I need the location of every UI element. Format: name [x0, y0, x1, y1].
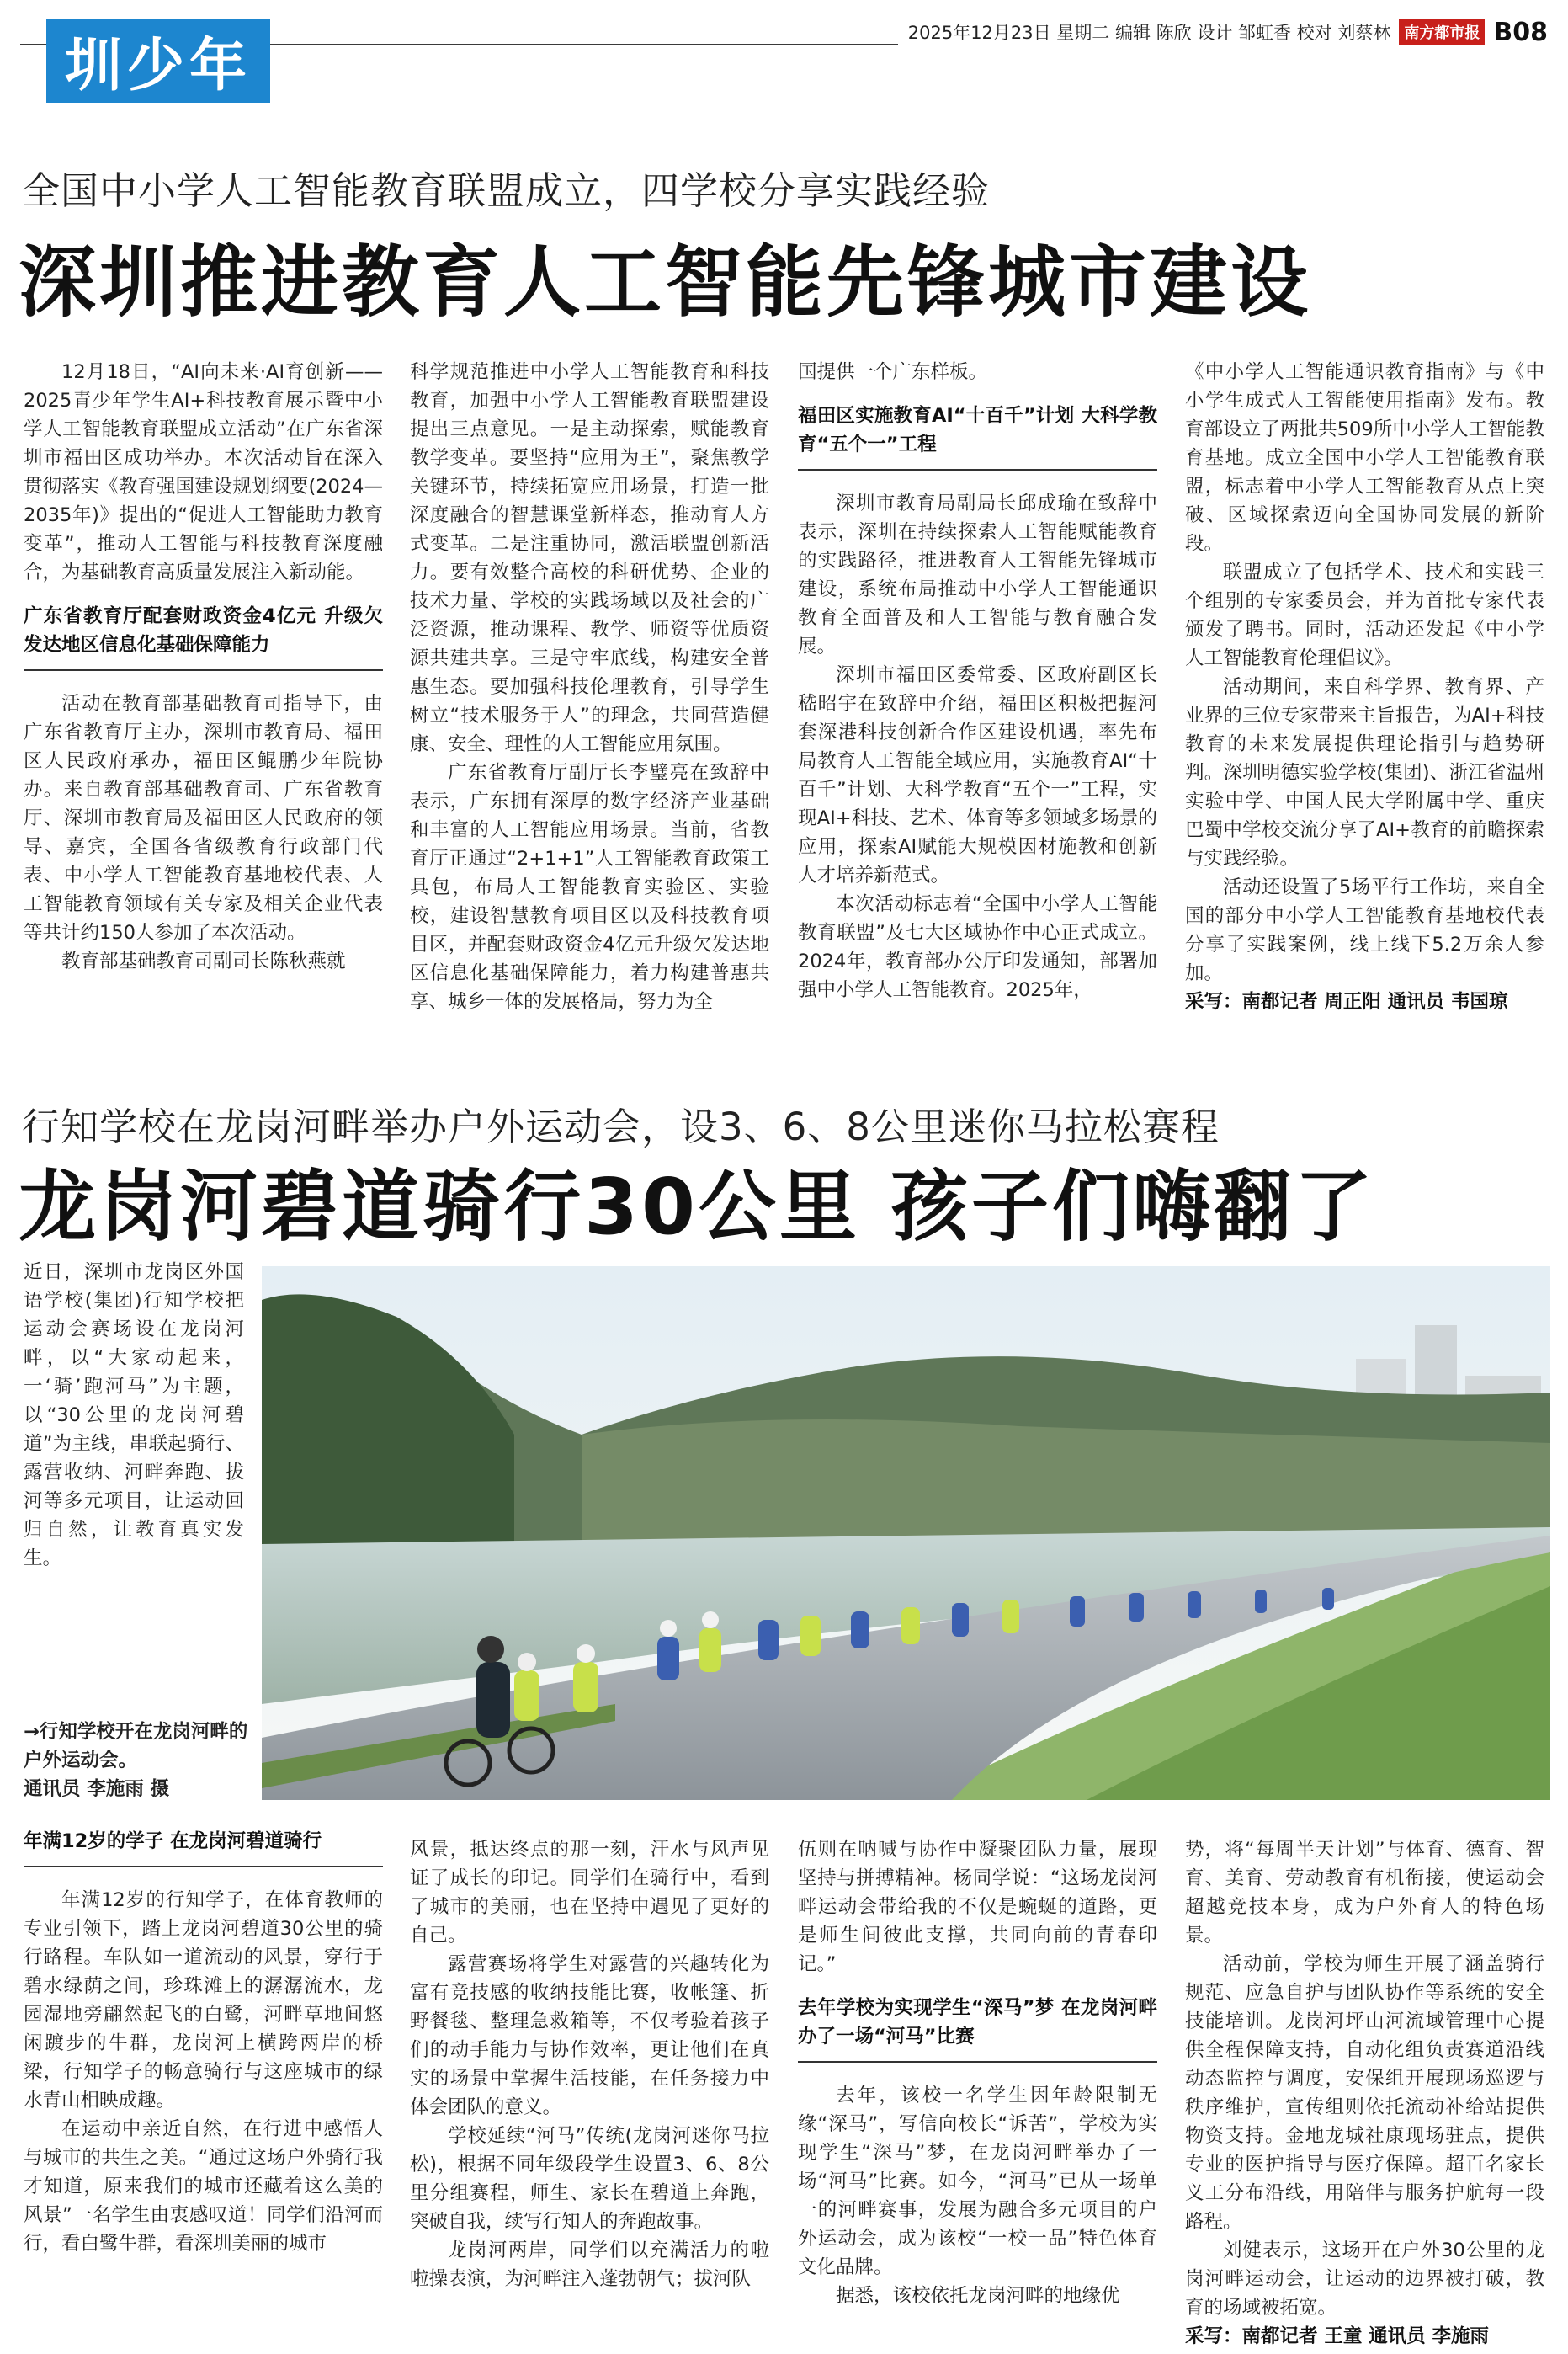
paragraph: 势，将“每周半天计划”与体育、德育、智育、美育、劳动教育有机衔接，使运动会超越竞技本身，成为户外育人的特色场景。: [1185, 1839, 1544, 1947]
photo-caption: [24, 1718, 251, 1803]
paragraph: 露营赛场将学生对露营的兴趣转化为富有竞技感的收纳技能比赛，收帐篷、折野餐毯、整理急救箱等，不仅考验着孩子们的动手能力与协作效率，更让他们在真实的场景中掌握生活技能，在任务接力中体会团队的意义。: [410, 1953, 769, 2118]
caption-text: →行知学校开在龙岗河畔的户外运动会。: [24, 1721, 248, 1771]
masthead-info: [898, 15, 1548, 49]
paragraph: 活动前，学校为师生开展了涵盖骑行规范、应急自护与团队协作等系统的安全技能培训。龙岗河坪山河流域管理中心提供全程保障支持，自动化组负责赛道沿线动态监控与调度，安保组开展现场巡逻与秩序维护，宣传组则依托流动补给站提供物资支持。金地龙城社康现场驻点，提供专业的医护指导与医疗保障。超百名家长义工分布沿线，用陪伴与服务护航每一段路程。: [1185, 1953, 1544, 2233]
paragraph: 刘健表示，这场开在户外30公里的龙岗河畔运动会，让运动的边界被打破，教育的场域被拓宽。: [1185, 2239, 1544, 2319]
article2-column-2: [410, 1835, 769, 2293]
paragraph: 教育部基础教育司副司长陈秋燕就: [61, 951, 346, 972]
section-logo: 圳少年: [46, 19, 270, 103]
subheading: 去年学校为实现学生“深马”梦 在龙岗河畔办了一场“河马”比赛: [798, 1994, 1157, 2063]
paragraph: 国提供一个广东样板。: [798, 361, 988, 383]
paragraph: 伍则在呐喊与协作中凝聚团队力量，展现坚持与拼搏精神。杨同学说：“这场龙岗河畔运动会带给我的不仅是蜿蜒的道路，更是师生间彼此支撑，共同向前的青春印记。”: [798, 1839, 1157, 1975]
page-number: B08: [1493, 17, 1548, 47]
paragraph: 科学规范推进中小学人工智能教育和科技教育，加强中小学人工智能教育联盟建设提出三点意见。一是主动探索，赋能教育教学变革。要坚持“应用为王”，聚焦教学关键环节，持续拓宽应用场景，打造一批深度融合的智慧课堂新样态，推动育人方式变革。二是注重协同，激活联盟创新活力。要有效整合高校的科研优势、企业的技术力量、学校的实践场域以及社会的广泛资源，推动课程、教学、师资等优质资源共建共享。三是守牢底线，构建安全普惠生态。要加强科技伦理教育，引导学生树立“技术服务于人”的理念，共同营造健康、安全、理性的人工智能应用氛围。: [410, 361, 769, 755]
article1-column-3: [798, 358, 1157, 1004]
article2-kicker: 行知学校在龙岗河畔举办户外运动会，设3、6、8公里迷你马拉松赛程: [22, 1105, 1220, 1149]
paragraph: 去年，该校一名学生因年龄限制无缘“深马”，写信向校长“诉苦”，学校为实现学生“深马”梦，在龙岗河畔举办了一场“河马”比赛。如今，“河马”已从一场单一的河畔赛事，发展为融合多元项目的户外运动会，成为该校“一校一品”特色体育文化品牌。: [798, 2085, 1157, 2278]
article1-column-2: [410, 358, 769, 1016]
paragraph: 学校延续“河马”传统(龙岗河迷你马拉松)，根据不同年级段学生设置3、6、8公里分组赛程，师生、家长在碧道上奔跑，突破自我，续写行知人的奔跑故事。: [410, 2125, 769, 2233]
article2-headline: 龙岗河碧道骑行30公里 孩子们嗨翻了: [19, 1162, 1376, 1252]
subheading: 广东省教育厅配套财政资金4亿元 升级欠发达地区信息化基础保障能力: [24, 602, 383, 671]
paragraph: 龙岗河两岸，同学们以充满活力的啦啦操表演，为河畔注入蓬勃朝气；拔河队: [410, 2239, 769, 2290]
paragraph: 《中小学人工智能通识教育指南》与《中小学生成式人工智能使用指南》发布。教育部设立了两批共509所中小学人工智能教育基地。成立全国中小学人工智能教育联盟，标志着中小学人工智能教育从点上突破、区域探索迈向全国协同发展的新阶段。: [1185, 361, 1544, 555]
article1-column-1: [24, 358, 383, 976]
paragraph: 在运动中亲近自然，在行进中感悟人与城市的共生之美。“通过这场户外骑行我才知道，原来我们的城市还藏着这么美的风景”一名学生由衷感叹道！同学们沿河而行，看白鹭牛群，看深圳美丽的城市: [24, 2118, 383, 2255]
subheading: 年满12岁的学子 在龙岗河碧道骑行: [24, 1827, 383, 1867]
paragraph: 活动在教育部基础教育司指导下，由广东省教育厅主办，深圳市教育局、福田区人民政府承办，福田区鲲鹏少年院协办。来自教育部基础教育司、广东省教育厅、深圳市教育局及福田区人民政府的领导、嘉宾，全国各省级教育行政部门代表、中小学人工智能教育基地校代表、人工智能教育领域有关专家及相关企业代表等共计约150人参加了本次活动。: [24, 693, 383, 944]
article1-column-4: [1185, 358, 1544, 1016]
cycling-photo-image: [262, 1266, 1550, 1800]
paragraph: 近日，深圳市龙岗区外国语学校(集团)行知学校把运动会赛场设在龙岗河畔，以“大家动起来，一‘骑’跑河马”为主题，以“30公里的龙岗河碧道”为主线，串联起骑行、露营收纳、河畔奔跑、拔河等多元项目，让运动回归自然，让教育真实发生。: [24, 1261, 244, 1569]
paragraph: 年满12岁的行知学子，在体育教师的专业引领下，踏上龙岗河碧道30公里的骑行路程。车队如一道流动的风景，穿行于碧水绿荫之间，珍珠滩上的潺潺流水，龙园湿地旁翩然起飞的白鹭，河畔草地间悠闲踱步的牛群，龙岗河上横跨两岸的桥梁，行知学子的畅意骑行与这座城市的绿水青山相映成趣。: [24, 1889, 383, 2112]
byline: 采写：南都记者 周正阳 通讯员 韦国琼: [1185, 991, 1508, 1013]
article2-column-1: [24, 1827, 383, 2258]
paragraph: 联盟成立了包括学术、技术和实践三个组别的专家委员会，并为首批专家代表颁发了聘书。同时，活动还发起《中小学人工智能教育伦理倡议》。: [1185, 562, 1544, 669]
paragraph: 12月18日，“AI向未来·AI育创新——2025青少年学生AI+科技教育展示暨中小学人工智能教育联盟成立活动”在广东省深圳市福田区成功举办。本次活动旨在深入贯彻落实《教育强国建设规划纲要(2024—2035年)》提出的“促进人工智能助力教育变革”，推动人工智能与科技教育深度融合，为基础教育高质量发展注入新动能。: [24, 361, 383, 583]
byline: 采写：南都记者 王童 通讯员 李施雨: [1185, 2325, 1490, 2347]
date-info: 2025年12月23日 星期二 编辑 陈欣 设计 邹虹香 校对 刘蔡林: [907, 23, 1391, 43]
subheading: 福田区实施教育AI“十百千”计划 大科学教育“五个一”工程: [798, 402, 1157, 471]
caption-credit: 通讯员 李施雨 摄: [24, 1778, 170, 1800]
article1-headline: 深圳推进教育人工智能先锋城市建设: [19, 237, 1312, 328]
paragraph: 深圳市教育局副局长邱成瑜在致辞中表示，深圳在持续探索人工智能赋能教育的实践路径，推进教育人工智能先锋城市建设，系统布局推动中小学人工智能通识教育全面普及和人工智能与教育融合发展。: [798, 493, 1157, 658]
paragraph: 深圳市福田区委常委、区政府副区长嵇昭宇在致辞中介绍，福田区积极把握河套深港科技创新合作区建设机遇，率先布局教育人工智能全域应用，实施教育AI“十百千”计划、大科学教育“五个一”工程，实现AI+科技、艺术、体育等多领域多场景的应用，探索AI赋能大规模因材施教和创新人才培养新范式。: [798, 664, 1157, 887]
article2-column-3: [798, 1835, 1157, 2310]
cycling-photo: [262, 1266, 1550, 1800]
paragraph: 活动还设置了5场平行工作坊，来自全国的部分中小学人工智能教育基地校代表分享了实践案例，线上线下5.2万余人参加。: [1185, 876, 1544, 984]
article2-column-4: [1185, 1835, 1544, 2351]
article1-kicker: 全国中小学人工智能教育联盟成立，四学校分享实践经验: [22, 168, 991, 213]
paragraph: 广东省教育厅副厅长李璧亮在致辞中表示，广东拥有深厚的数字经济产业基础和丰富的人工智能应用场景。当前，省教育厅正通过“2+1+1”人工智能教育政策工具包，布局人工智能教育实验区、实验校，建设智慧教育项目区以及科技教育项目区，并配套财政资金4亿元升级欠发达地区信息化基础保障能力，着力构建普惠共享、城乡一体的发展格局，努力为全: [410, 762, 769, 1013]
paragraph: 据悉，该校依托龙岗河畔的地缘优: [836, 2285, 1120, 2307]
paragraph: 本次活动标志着“全国中小学人工智能教育联盟”及七大区域协作中心正式成立。2024年，教育部办公厅印发通知，部署加强中小学人工智能教育。2025年，: [798, 893, 1157, 1001]
article2-intro: [24, 1258, 244, 1573]
paragraph: 活动期间，来自科学界、教育界、产业界的三位专家带来主旨报告，为AI+科技教育的未来发展提供理论指引与趋势研判。深圳明德实验学校(集团)、浙江省温州实验中学、中国人民大学附属中学、重庆巴蜀中学校交流分享了AI+教育的前瞻探索与实践经验。: [1185, 676, 1544, 870]
paper-logo: 南方都市报: [1399, 19, 1485, 45]
paragraph: 风景，抵达终点的那一刻，汗水与风声见证了成长的印记。同学们在骑行中，看到了城市的美丽，也在坚持中遇见了更好的自己。: [410, 1839, 769, 1947]
